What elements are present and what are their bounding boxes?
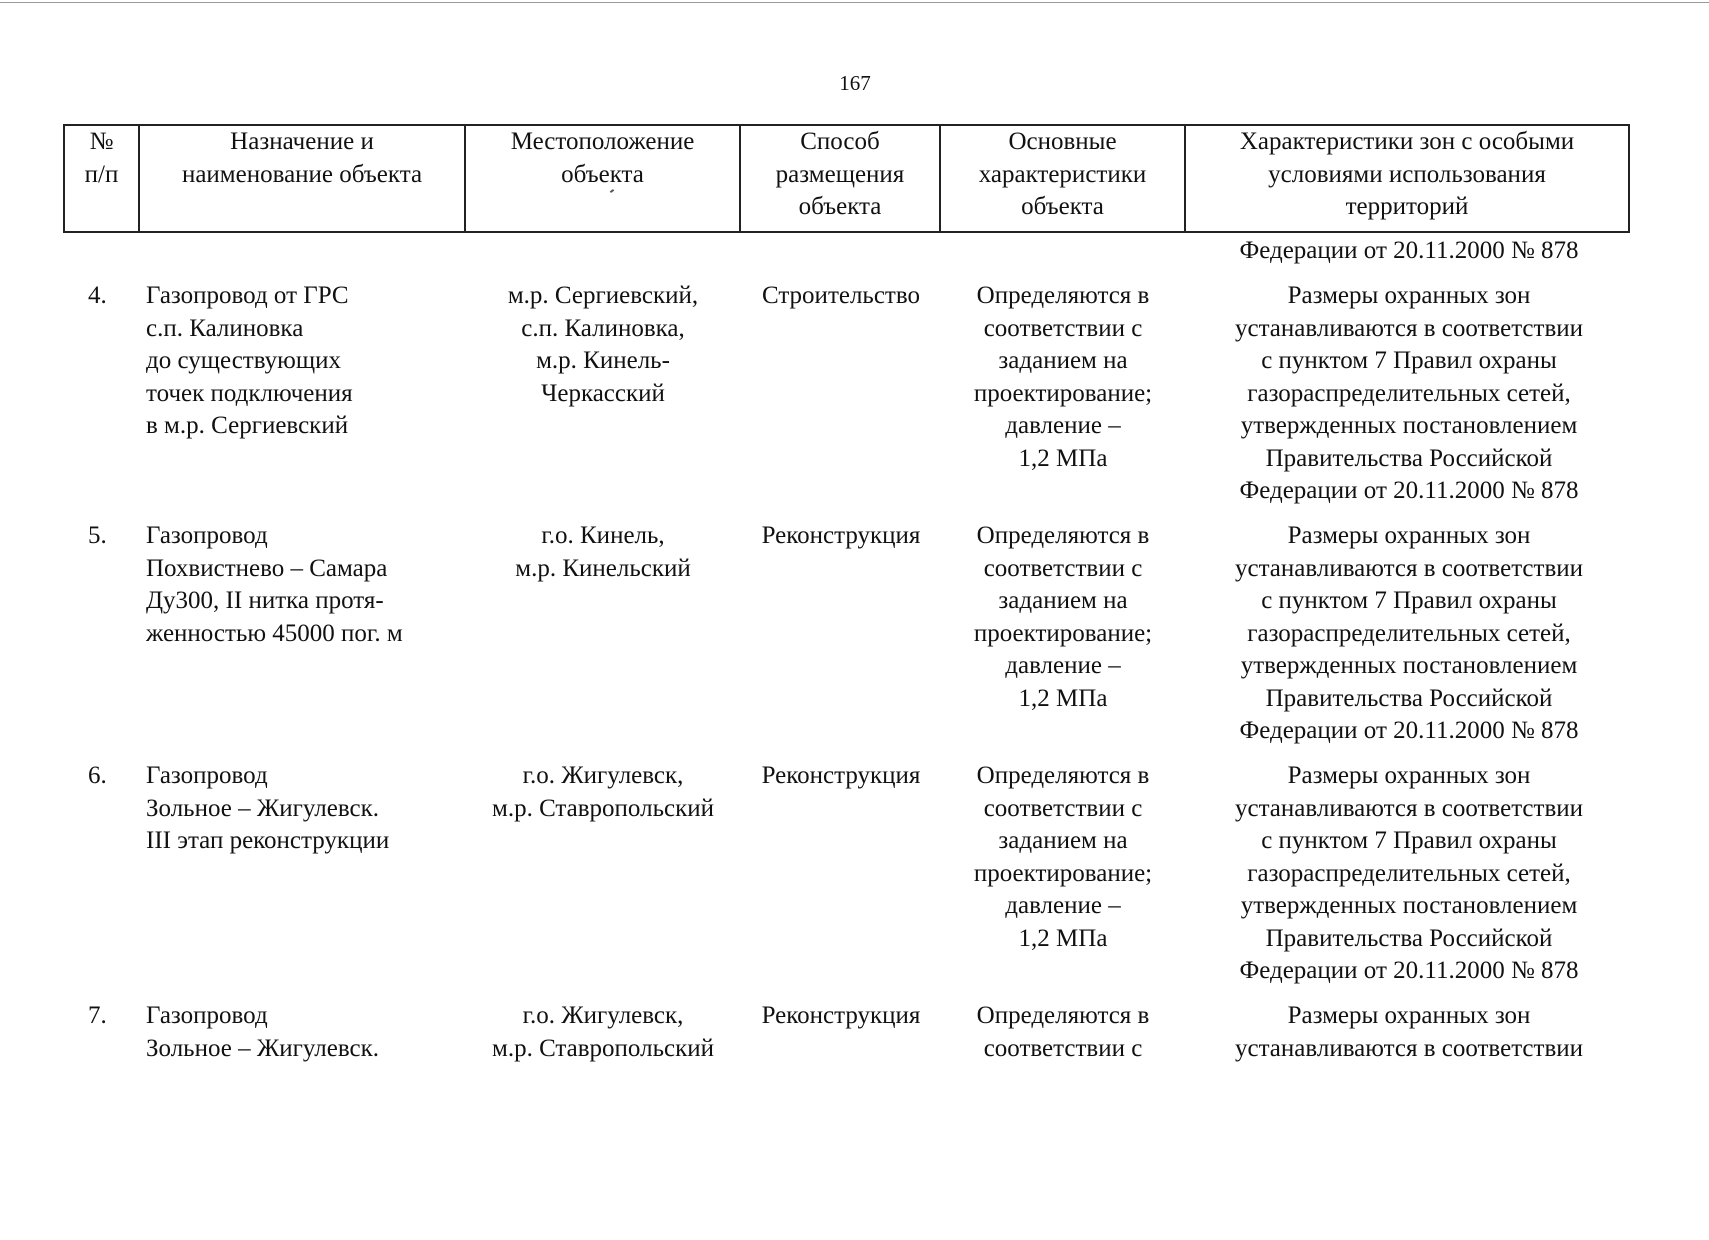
table-row <box>0 760 1709 1000</box>
row-number: 4. <box>88 282 107 309</box>
header-characteristics: Основные характеристики объекта <box>978 128 1147 220</box>
object-name: Газопровод Зольное – Жигулевск. III этап реконструкции <box>146 762 390 854</box>
row-number: 7. <box>88 1002 107 1029</box>
object-name: Газопровод Зольное – Жигулевск. <box>146 1002 380 1062</box>
placement-method: Реконструкция <box>761 1002 921 1029</box>
object-characteristics: Определяются в соответствии с заданием на проектирование; давление – 1,2 МПа <box>973 282 1153 472</box>
object-location: м.р. Сергиевский, с.п. Калиновка, м.р. Кинель- Черкасский <box>507 282 699 407</box>
object-characteristics: Определяются в соответствии с заданием на проектирование; давление – 1,2 МПа <box>973 522 1153 712</box>
row-number: 6. <box>88 762 107 789</box>
object-characteristics: Определяются в соответствии с <box>976 1002 1150 1062</box>
scan-mark <box>610 189 614 193</box>
object-location: г.о. Кинель, м.р. Кинельский <box>515 522 691 582</box>
object-characteristics: Определяются в соответствии с заданием на проектирование; давление – 1,2 МПа <box>973 762 1153 952</box>
zone-characteristics: Размеры охранных зон устанавливаются в соответствии с пунктом 7 Правил охраны газораспределительных сетей, утвержденных постановлением Правительства Российской Федерации от 20.11.2000 № 878 <box>1234 522 1584 744</box>
zone-characteristics: Размеры охранных зон устанавливаются в соответствии с пунктом 7 Правил охраны газораспределительных сетей, утвержденных постановлением Правительства Российской Федерации от 20.11.2000 № 878 <box>1234 282 1584 504</box>
zone-characteristics: Размеры охранных зон устанавливаются в соответствии <box>1234 1002 1584 1062</box>
object-name: Газопровод Похвистнево – Самара Ду300, II нитка протя- женностью 45000 пог. м <box>146 522 403 647</box>
table-row <box>0 280 1709 520</box>
placement-method: Строительство <box>761 282 920 309</box>
header-location: Местоположение объекта <box>510 128 695 188</box>
header-zones: Характеристики зон с особыми условиями использования территорий <box>1239 128 1575 220</box>
zone-characteristics: Размеры охранных зон устанавливаются в соответствии с пунктом 7 Правил охраны газораспределительных сетей, утвержденных постановлением Правительства Российской Федерации от 20.11.2000 № 878 <box>1234 762 1584 984</box>
header-name: Назначение и наименование объекта <box>181 128 423 188</box>
placement-method: Реконструкция <box>761 762 921 789</box>
table-row <box>0 1000 1709 1240</box>
header-num: № п/п <box>84 128 119 188</box>
row-number: 5. <box>88 522 107 549</box>
object-location: г.о. Жигулевск, м.р. Ставропольский <box>492 1002 714 1062</box>
page-number: 167 <box>839 71 871 95</box>
placement-method: Реконструкция <box>761 522 921 549</box>
object-location: г.о. Жигулевск, м.р. Ставропольский <box>492 762 714 822</box>
top-rule <box>0 2 1709 3</box>
table-header <box>63 124 1630 233</box>
table-row <box>0 520 1709 760</box>
object-name: Газопровод от ГРС с.п. Калиновка до существующих точек подключения в м.р. Сергиевский <box>146 282 353 439</box>
continuation-text: Федерации от 20.11.2000 № 878 <box>1239 237 1579 264</box>
header-method: Способ размещения объекта <box>775 128 905 220</box>
